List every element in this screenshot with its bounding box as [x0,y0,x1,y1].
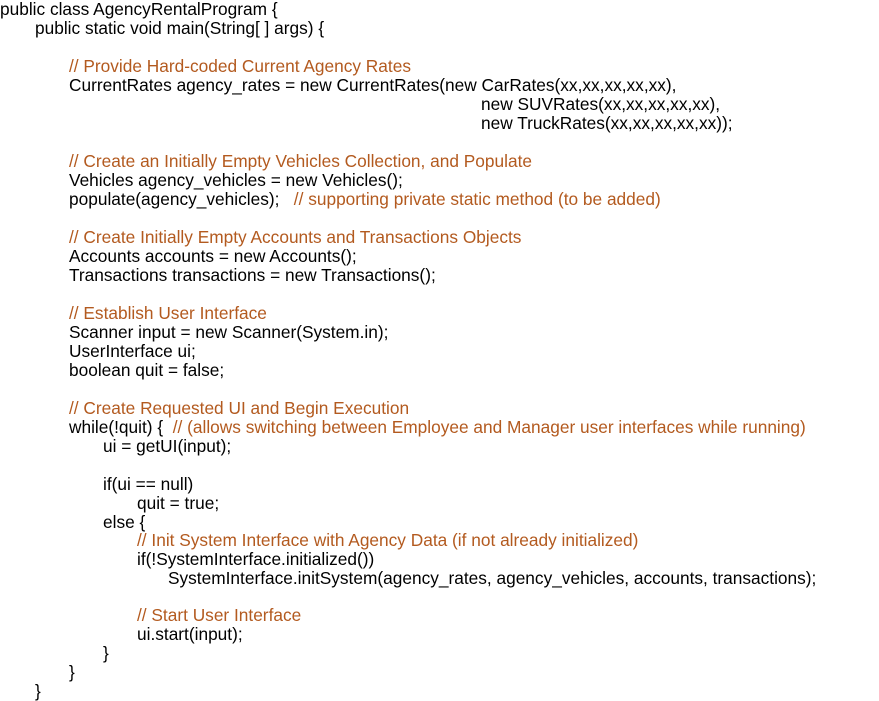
code-line [137,606,301,625]
code-line [69,266,436,285]
code-text: public static void main(String[ ] args) { [35,18,325,38]
code-text: if(ui == null) [103,474,194,494]
code-text: CurrentRates agency_rates = new CurrentRates(new CarRates(xx,xx,xx,xx,xx), [69,75,677,95]
code-text: public class AgencyRentalProgram { [0,0,278,19]
code-line [35,682,41,701]
code-text: ui = getUI(input); [103,436,232,456]
code-line [481,114,733,133]
code-line [137,494,219,513]
code-line [69,190,661,209]
code-line [481,95,720,114]
code-line [69,663,75,682]
code-line [69,418,806,437]
code-line [137,531,638,550]
code-comment: // Provide Hard-coded Current Agency Rates [69,56,411,76]
code-text: boolean quit = false; [69,360,225,380]
code-line [168,569,816,588]
code-line [69,361,224,380]
code-line [137,625,243,644]
code-text: } [69,662,75,682]
code-comment: // Create Requested UI and Begin Execution [69,398,410,418]
code-text: Scanner input = new Scanner(System.in); [69,322,389,342]
code-line [69,171,403,190]
code-line [103,475,193,494]
code-text: } [103,643,109,663]
code-text: } [35,681,41,701]
code-line [69,152,532,171]
code-line [69,304,267,323]
code-comment: // supporting private static method (to be added) [293,189,661,209]
code-comment: // Start User Interface [137,605,302,625]
code-line [103,437,231,456]
code-comment: // Create Initially Empty Accounts and Transactions Objects [69,227,522,247]
code-text: new SUVRates(xx,xx,xx,xx,xx), [481,94,721,114]
code-line [137,550,374,569]
code-text: Transactions transactions = new Transactions(); [69,265,436,285]
code-line [69,57,411,76]
code-text: quit = true; [137,493,220,513]
code-text: new TruckRates(xx,xx,xx,xx,xx)); [481,113,733,133]
code-line [69,76,676,95]
code-text: populate(agency_vehicles); [69,189,294,209]
code-text: if(!SystemInterface.initialized()) [137,549,375,569]
code-line [69,323,388,342]
code-comment: // (allows switching between Employee and Manager user interfaces while running) [172,417,806,437]
code-text: while(!quit) { [69,417,173,437]
code-text: ui.start(input); [137,624,243,644]
code-text: UserInterface ui; [69,341,196,361]
code-line [69,342,196,361]
code-comment: // Create an Initially Empty Vehicles Collection, and Populate [69,151,533,171]
code-line [0,0,278,19]
code-comment: // Establish User Interface [69,303,267,323]
code-text: SystemInterface.initSystem(agency_rates, agency_vehicles, accounts, transactions); [168,568,817,588]
code-text: else { [103,512,146,532]
code-line [69,247,357,266]
code-comment: // Init System Interface with Agency Data (if not already initialized) [137,530,639,550]
code-line [35,19,324,38]
code-text: Accounts accounts = new Accounts(); [69,246,357,266]
code-line [69,228,521,247]
code-line [103,644,109,663]
code-line [69,399,409,418]
code-text: Vehicles agency_vehicles = new Vehicles(); [69,170,403,190]
